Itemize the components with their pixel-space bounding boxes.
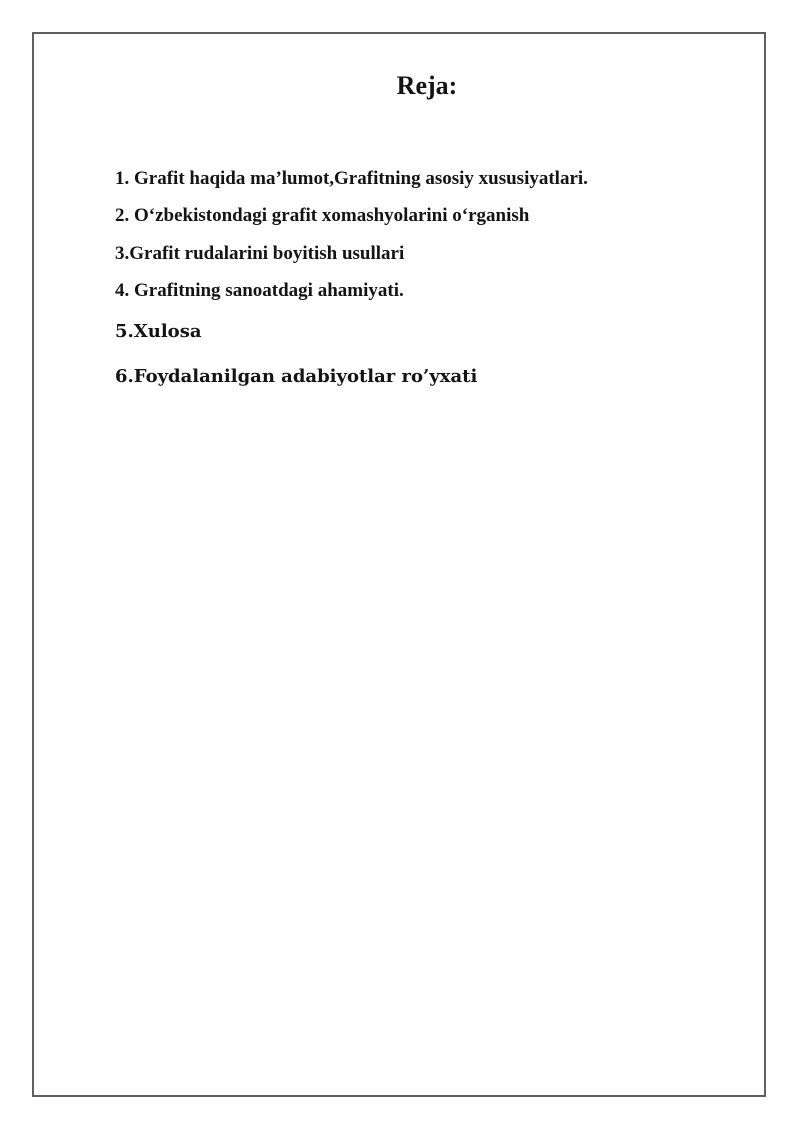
list-item: 1. Grafit haqida ma’lumot,Grafitning asosiy xususiyatlari. (115, 167, 588, 189)
list-item: 4. Grafitning sanoatdagi ahamiyati. (115, 279, 404, 301)
list-item: 6.Foydalanilgan adabiyotlar ro’yxati (115, 365, 478, 387)
plan-list (115, 168, 764, 389)
page-title: Reja: (396, 71, 458, 100)
list-item: 2. O‘zbekistondagi grafit xomashyolarini o‘rganish (115, 204, 530, 226)
list-item: 5.Xulosa (115, 320, 202, 342)
document-page-frame (32, 32, 766, 1097)
list-item: 3.Grafit rudalarini boyitish usullari (115, 242, 405, 264)
